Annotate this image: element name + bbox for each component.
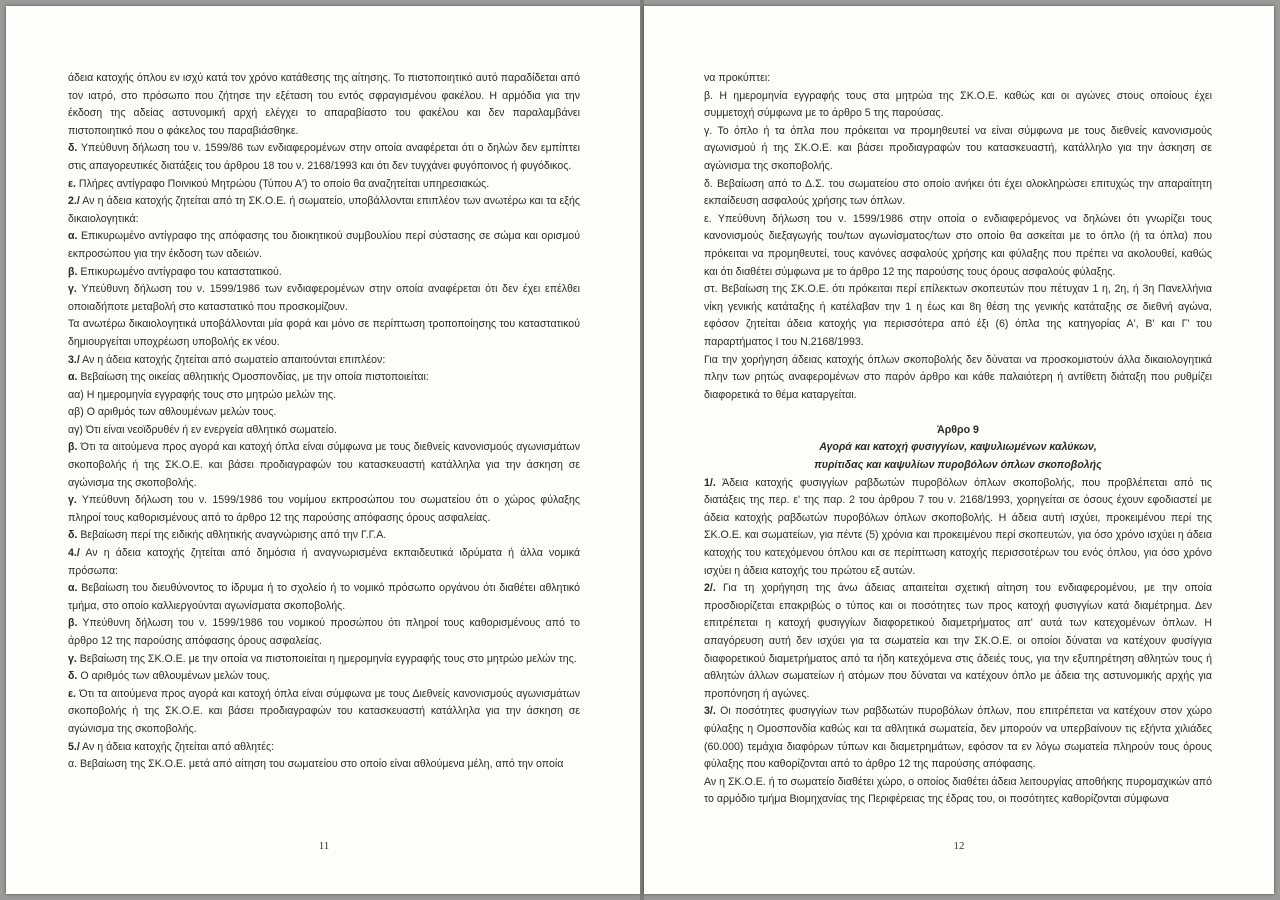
paragraph-text: Αν η άδεια κατοχής ζητείται από τη ΣΚ.Ο.Ε. ή σωματείο, υποβάλλονται επιπλέον των ανωτέρω και τα εξής δικαιολογητικά:	[68, 195, 580, 225]
paragraph-label: γ.	[68, 283, 77, 296]
paragraph-text: Αν η άδεια κατοχής ζητείται από σωματείο απαιτούνται επιπλέον:	[79, 353, 386, 366]
paragraph	[68, 686, 580, 739]
paragraph-label: δ.	[68, 142, 78, 155]
paragraph	[68, 404, 580, 422]
paragraph-label: β.	[68, 441, 78, 454]
paragraph-text: Τα ανωτέρω δικαιολογητικά υποβάλλονται μία φορά και μόνο σε περίπτωση τροποποίησης του καταστατικού δημιουργείται υποχρέωση υποβολής εκ νέου.	[68, 318, 580, 348]
paragraph-text: άδεια κατοχής όπλου εν ισχύ κατά τον χρόνο κατάθεσης της αίτησης. Το πιστοποιητικό αυτό παραδίδεται από τον ιατρό, στο πρόσωπο που ζήτησε την εξέταση του εντός σφραγισμένου φακέλου. Η αρμόδια για την έκδοση της αδείας αστυνομική αρχή ελέγχει το απαραβίαστο του φακέλου και δεν παραλαμβάνει πιστοποιητικό που ο φάκελος του παραβιάσθηκε.	[68, 72, 580, 137]
paragraph	[704, 703, 1212, 773]
paragraph-text: Πλήρες αντίγραφο Ποινικού Μητρώου (Τύπου Α') το οποίο θα αναζητείται υπηρεσιακώς.	[75, 177, 490, 190]
paragraph-text: γ. Το όπλο ή τα όπλα που πρόκειται να προμηθευτεί να είναι σύμφωνα με τους διεθνείς κανονισμούς αγωνισμού ή της ΣΚ.Ο.Ε. και βάσει προδιαγραφών του κατασκευαστή, κατάλληλο για την άσκηση σε αγώνισμα της σκοποβολής.	[704, 124, 1212, 172]
paragraph-text: Αν η άδεια κατοχής ζητείται από δημόσια ή αναγνωρισμένα εκπαιδευτικά ιδρύματα ή άλλα νομικά πρόσωπα:	[68, 547, 580, 577]
right-paragraphs-after	[704, 475, 1212, 809]
paragraph-text: Βεβαίωση της ΣΚ.Ο.Ε. με την οποία να πιστοποιείται η ημερομηνία εγγραφής τους στο μητρώο μελών της.	[76, 652, 577, 665]
paragraph-text: στ. Βεβαίωση της ΣΚ.Ο.Ε. ότι πρόκειται περί επίλεκτων σκοπευτών που πέτυχαν 1 η, 2η, ή 3η Πανελλήνια νίκη γενικής κατάταξης ή κατέλαβαν την 1 η έως και 8η θέση της γενικής κατάταξης σε διεθνή αγώνα, εφόσον ζητείται άδεια κατοχής για περισσότερα από έξι (6) όπλα της κατηγορίας Α', Β' και Γ' του παραρτήματος Ι του Ν.2168/1993.	[704, 283, 1212, 348]
paragraph-label: α.	[68, 582, 78, 595]
paragraph	[68, 70, 580, 140]
paragraph	[68, 756, 580, 774]
paragraph-text: Για τη χορήγηση της άνω άδειας απαιτείται σχετική αίτηση του ενδιαφερομένου, με την οποία προσδιορίζεται επακριβώς ο τύπος και οι ποσότητες των προς κατοχή φυσιγγίων κατά διαμέτρημα. Δεν επιτρέπεται η κατοχή φυσιγγίων διαφορετικού διαμετρήματος απ' αυτά των κατεχομένων όπλων. Η απαγόρευση αυτή δεν ισχύει για τα σωματεία και την ΣΚ.Ο.Ε. οι οποίοι δύναται να κατέχουν φυσίγγια διαφορετικού διαμετρήματος από τα ήδη κατεχόμενα στις άδειές τους, για την εξυπηρέτηση αθλητών τους ή αθλητών άλλων σωματείων ή ατόμων που δύναται να κατέχουν όπλο με άδεια της αστυνομικής αρχής για προπόνηση ή αγώνες.	[704, 582, 1212, 700]
paragraph	[68, 228, 580, 263]
paragraph-text: α. Βεβαίωση της ΣΚ.Ο.Ε. μετά από αίτηση του σωματείου στο οποίο είναι αθλούμενα μέλη, από την οποία	[68, 758, 564, 771]
paragraph-text: Ο αριθμός των αθλουμένων μελών τους.	[77, 670, 271, 683]
right-paragraphs-before	[704, 70, 1212, 404]
paragraph	[68, 527, 580, 545]
right-page-text	[704, 70, 1212, 809]
paragraph-text: αα) Η ημερομηνία εγγραφής τους στο μητρώο μελών της.	[68, 388, 337, 401]
paragraph-text: Υπεύθυνη δήλωση του ν. 1599/1986 του νομικού προσώπου ότι πληροί τους καθορισμένους από το άρθρο 12 της παρούσης απόφασης όρους ασφαλείας.	[68, 617, 580, 647]
paragraph-label: β.	[68, 265, 78, 278]
paragraph-label: γ.	[68, 494, 77, 507]
paragraph-label: 2./	[68, 195, 80, 208]
paragraph	[704, 281, 1212, 351]
paragraph	[704, 580, 1212, 703]
paragraph	[68, 439, 580, 492]
page-left	[6, 6, 640, 894]
paragraph-text: Αν η ΣΚ.Ο.Ε. ή το σωματείο διαθέτει χώρο, ο οποίος διαθέτει άδεια λειτουργίας αποθήκης πυρομαχικών από το αρμόδιο τμήμα Βιομηχανίας της Περιφέρειας της έδρας του, οι ποσότητες καθορίζονται σύμφωνα	[704, 775, 1212, 806]
article-title-line-1: Αγορά και κατοχή φυσιγγίων, καψυλιωμένων καλύκων,	[819, 441, 1097, 454]
paragraph-label: ε.	[68, 177, 76, 190]
paragraph-text: Άδεια κατοχής φυσιγγίων ραβδωτών πυροβόλων όπλων σκοποβολής, που προβλέπεται από τις διατάξεις της περ. ε' της παρ. 2 του άρθρου 7 του ν. 2168/1993, χορηγείται σε όσους έχουν εφοδιαστεί με άδεια κατοχής ραβδωτών πυροβόλων όπλων σκοποβολής. Η άδεια αυτή ισχύει, προκειμένου περί της ΣΚ.Ο.Ε. και σωματείων, για πέντε (5) χρόνια και προκειμένου περί σκοπευτών, για όσο χρόνο ισχύει η άδεια κατοχής του κατεχόμενου όπλου και σε περίπτωση κατοχής περισσοτέρων του ενός όπλου, για όσο χρόνο ισχύει η άδεια κατοχής του πρώτου εξ αυτών.	[704, 476, 1212, 577]
paragraph-text: Ότι τα αιτούμενα προς αγορά και κατοχή όπλα είναι σύμφωνα με τους διεθνείς κανονισμούς αγωνισμάτων σκοποβολής ή της ΣΚ.Ο.Ε. και βάσει προδιαγραφών του κατασκευαστή κατάλληλα για την άσκηση σε αγώνισμα της σκοποβολής.	[68, 441, 580, 489]
article-title-line-2: πυρίτιδας και καψυλίων πυροβόλων όπλων σκοποβολής	[814, 459, 1102, 472]
paragraph	[68, 193, 580, 228]
paragraph-text: Οι ποσότητες φυσιγγίων των ραβδωτών πυροβόλων όπλων, που επιτρέπεται να κατέχουν στον χώρο φύλαξης η Ομοσπονδία καθώς και τα αθλητικά σωματεία, δεν μπορούν να υπερβαίνουν τις εξήντα χιλιάδες (60.000) τεμάχια διαφόρων τύπων και διαμετρημάτων, εφόσον τα εν λόγω σωματεία πληρούν τους όρους φύλαξης που καθορίζονται από το άρθρο 12 της παρούσης απόφασης.	[704, 705, 1212, 771]
paragraph	[68, 176, 580, 194]
paragraph-text: αβ) Ο αριθμός των αθλουμένων μελών τους.	[68, 406, 277, 419]
paragraph-label: δ.	[68, 670, 78, 683]
paragraph-text: αγ) Ότι είναι νεοϊδρυθέν ή εν ενεργεία αθλητικό σωματείο.	[68, 423, 337, 436]
paragraph-text: Βεβαίωση της οικείας αθλητικής Ομοσπονδίας, με την οποία πιστοποιείται:	[77, 371, 429, 384]
paragraph-label: 3/.	[704, 705, 716, 718]
paragraph-text: Για την χορήγηση άδειας κατοχής όπλων σκοποβολής δεν δύναται να προσκομιστούν άλλα δικαιολογητικά πλην των ρητώς αναφερομένων στο παρόν άρθρο και κάθε παλαιότερη ή αντίθετη διάταξη που ρυθμίζει διαφορετικά το θέμα καταργείται.	[704, 353, 1212, 401]
paragraph-text: Βεβαίωση του διευθύνοντος το ίδρυμα ή το σχολείο ή το νομικό πρόσωπο οργάνου ότι διαθέτει αθλητικό τμήμα, στο οποίο καλλιεργούνται αγωνίσματα σκοποβολής.	[68, 582, 580, 612]
page-number-right: 12	[953, 840, 965, 852]
paragraph	[68, 369, 580, 387]
paragraph-text: Βεβαίωση περί της ειδικής αθλητικής αναγνώρισης από την Γ.Γ.Α.	[77, 529, 387, 542]
left-page-text	[68, 70, 580, 774]
paragraph-label: 4./	[68, 547, 80, 560]
paragraph	[68, 316, 580, 351]
paragraph-text: Επικυρωμένο αντίγραφο του καταστατικού.	[77, 265, 282, 278]
paragraph-label: γ.	[68, 652, 77, 665]
paragraph	[68, 651, 580, 669]
paragraph-label: 5./	[68, 740, 80, 753]
paragraph-text: ε. Υπεύθυνη δήλωση του ν. 1599/1986 στην οποία ο ενδιαφερόμενος να δηλώνει ότι γνωρίζει τους κανονισμούς διεξαγωγής του/των αγωνίσματος/των στο οποίο θα ασκείται με το όπλο (ή τα όπλα) που πρόκειται να προμηθευτεί, τους κανόνες ασφαλούς χρήσης και φύλαξης που πρέπει να ακολουθεί, καθώς και ότι διαθέτει σύμφωνα με το άρθρο 12 της παρούσης τους όρους ασφαλούς φύλαξης.	[704, 212, 1212, 278]
paragraph	[704, 176, 1212, 211]
paragraph	[68, 739, 580, 757]
paragraph-text: Επικυρωμένο αντίγραφο της απόφασης του διοικητικού συμβουλίου περί σύστασης σε σώμα και ορισμού εκπροσώπου για την έκδοση των αδειών.	[68, 230, 580, 260]
article-number: Άρθρο 9	[937, 423, 979, 436]
paragraph-label: α.	[68, 371, 78, 384]
paragraph	[704, 211, 1212, 281]
paragraph	[704, 123, 1212, 176]
paragraph	[68, 264, 580, 282]
paragraph	[68, 352, 580, 370]
paragraph-text: β. Η ημερομηνία εγγραφής τους στα μητρώα της ΣΚ.Ο.Ε. καθώς και οι αγώνες στους οποίους έχει συμμετοχή σύμφωνα με το άρθρο 5 της παρούσας.	[704, 89, 1212, 120]
page-right	[644, 6, 1274, 894]
paragraph	[704, 70, 1212, 88]
paragraph	[68, 668, 580, 686]
paragraph	[68, 580, 580, 615]
paragraph	[68, 545, 580, 580]
paragraph-text: Υπεύθυνη δήλωση του ν. 1599/86 των ενδιαφερομένων στην οποία αναφέρεται ότι ο δηλών δεν εμπίπτει στις απαγορευτικές διατάξεις του άρθρου 18 του ν. 2168/1993 και ότι δεν τυγχάνει φυγόποινος ή φυγόδικος.	[68, 142, 580, 172]
paragraph-text: Αν η άδεια κατοχής ζητείται από αθλητές:	[79, 740, 275, 753]
paragraph-text: να προκύπτει:	[704, 72, 771, 84]
paragraph-label: 1/.	[704, 476, 716, 489]
paragraph	[704, 88, 1212, 123]
paragraph	[68, 422, 580, 440]
paragraph	[68, 387, 580, 405]
paragraph	[68, 140, 580, 175]
paragraph-label: β.	[68, 617, 78, 630]
paragraph-label: α.	[68, 230, 78, 243]
paragraph-label: ε.	[68, 687, 76, 700]
paragraph	[704, 475, 1212, 581]
paragraph-label: 2/.	[704, 582, 716, 595]
paragraph	[704, 352, 1212, 405]
paragraph-text: Υπεύθυνη δήλωση του ν. 1599/1986 των ενδιαφερομένων στην οποία αναφέρεται ότι δεν έχει επέλθει οποιαδήποτε μεταβολή στο καταστατικό που προσκομίζουν.	[68, 283, 580, 313]
paragraph	[68, 281, 580, 316]
paragraph	[68, 615, 580, 650]
page-number-left: 11	[318, 840, 330, 852]
paragraph-label: δ.	[68, 529, 78, 542]
paragraph	[704, 774, 1212, 809]
paragraph-label: 3./	[68, 353, 80, 366]
paragraph-text: Υπεύθυνη δήλωση του ν. 1599/1986 του νομίμου εκπροσώπου του σωματείου ότι ο χώρος φύλαξης πληροί τους καθορισμένους από το άρθρο 12 της παρούσης απόφασης όρους ασφαλείας.	[68, 494, 580, 524]
paragraph	[68, 492, 580, 527]
paragraph-text: Ότι τα αιτούμενα προς αγορά και κατοχή όπλα είναι σύμφωνα με τους Διεθνείς κανονισμούς αγωνισμάτων σκοποβολής ή της ΣΚ.Ο.Ε. και βάσει προδιαγραφών του κατασκευαστή κατάλληλα για την άσκηση σε αγώνισμα της σκοποβολής.	[68, 687, 580, 735]
paragraph-text: δ. Βεβαίωση από το Δ.Σ. του σωματείου στο οποίο ανήκει ότι έχει ολοκληρώσει επιτυχώς την απαραίτητη εκπαίδευση ασφαλούς χρήσης των όπλων.	[704, 177, 1212, 208]
